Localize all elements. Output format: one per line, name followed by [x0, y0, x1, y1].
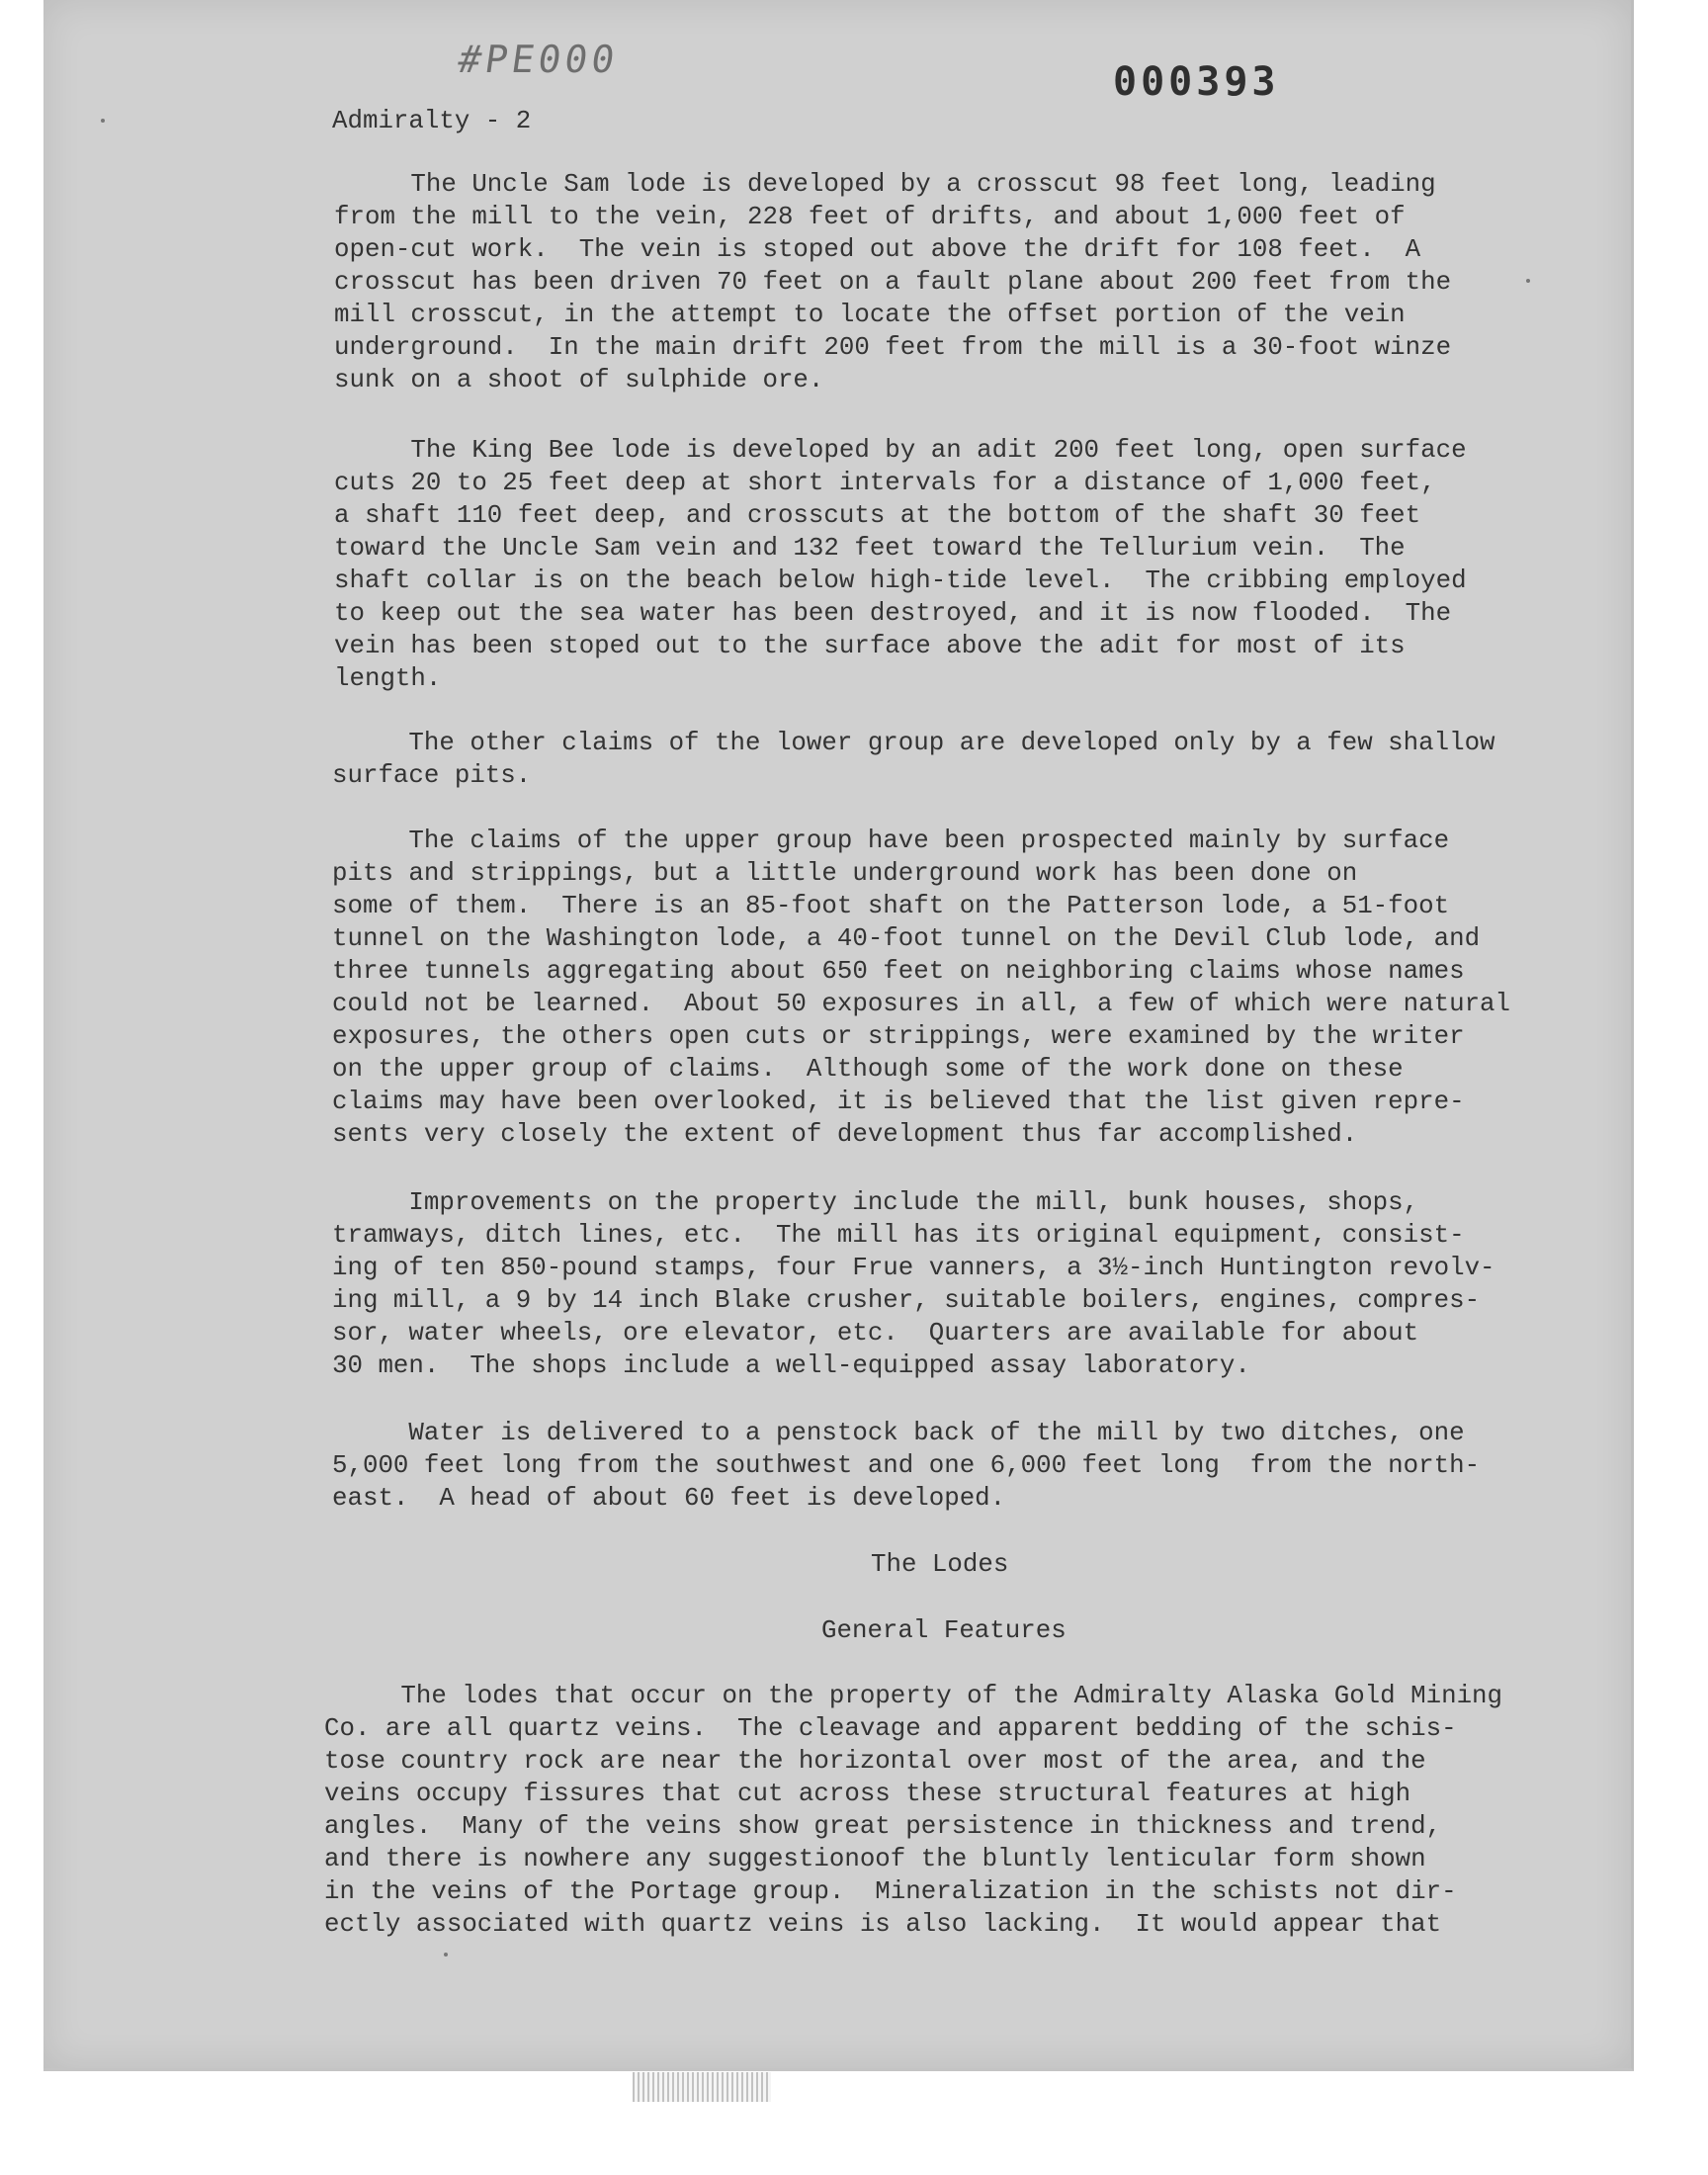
scan-speck [1526, 279, 1530, 283]
paragraph-water-supply: Water is delivered to a penstock back of the mill by two ditches, one 5,000 feet long from the southwest and one 6,000 feet long from the north- east. A head of about 60 feet is developed. [332, 1419, 1481, 1513]
scan-edge-artifact [633, 2072, 771, 2102]
scan-speck [101, 119, 105, 123]
paragraph-upper-group-claims: The claims of the upper group have been prospected mainly by surface pits and strippings, but a little underground work has been done on some of them. There is an 85-foot shaft on the Patterson lode, a 51-foot tunnel on the Washington lode, a 40-foot tunnel on the Devil Club lode, and three tunnels aggregating about 650 feet on neighboring claims whose names could not be learned. About 50 exposures in all, a few of which were natural exposures, the others open cuts or strippings, were examined by the writer on the upper group of claims. Although some of the work done on these claims may have been overlooked, it is believed that the list given repre- sents very closely the extent of development thus far accomplished. [332, 826, 1511, 1149]
paragraph-uncle-sam-lode: The Uncle Sam lode is developed by a crosscut 98 feet long, leading from the mill to the vein, 228 feet of drifts, and about 1,000 feet of open-cut work. The vein is stoped out above the drift for 108 feet. A crosscut has been driven 70 feet on a fault plane about 200 feet from the mill crosscut, in the attempt to locate the offset portion of the vein underground. In the main drift 200 feet from the mill is a 30-foot winze sunk on a shoot of sulphide ore. [334, 170, 1452, 394]
handwritten-page-number: 000393 [1113, 59, 1280, 105]
subsection-heading: General Features [821, 1616, 1067, 1645]
paragraph-king-bee-lode: The King Bee lode is developed by an adit 200 feet long, open surface cuts 20 to 25 feet deep at short intervals for a distance of 1,000 feet, a shaft 110 feet deep, and crosscuts at the bottom of the shaft 30 feet toward the Uncle Sam vein and 132 feet toward the Tellurium vein. The shaft collar is on the beach below high-tide level. The cribbing employed to keep out the sea water has been destroyed, and it is now flooded. The vein has been stoped out to the surface above the adit for most of its length. [334, 436, 1467, 693]
paragraph-general-features: The lodes that occur on the property of the Admiralty Alaska Gold Mining Co. are all quartz veins. The cleavage and apparent bedding of the schis- tose country rock are near the horizontal over most of the area, and the veins occupy fissures that cut across these structural features at high angles. Many of the veins show great persistence in thickness and trend, and there is nowhere any suggestionoof the bluntly lenticular form shown in the veins of the Portage group. Mineralization in the schists not dir- ectly associated with quartz veins is also lacking. It would appear that [324, 1682, 1503, 1939]
paragraph-improvements: Improvements on the property include the mill, bunk houses, shops, tramways, ditch lines, etc. The mill has its original equipment, consist- ing of ten 850-pound stamps, four Frue vanners, a 3½-inch Huntington revolv- ing mill, a 9 by 14 inch Blake crusher, suitable boilers, engines, compres- sor, water wheels, ore elevator, etc. Quarters are available for about 30 men. The shops include a well-equipped assay laboratory. [332, 1188, 1495, 1380]
scan-speck [444, 1953, 448, 1957]
handwritten-file-number: #PE000 [455, 38, 622, 81]
section-heading: The Lodes [871, 1550, 1009, 1579]
paragraph-lower-group-claims: The other claims of the lower group are developed only by a few shallow surface pits. [332, 729, 1495, 790]
document-page [43, 0, 1634, 2071]
page-header: Admiralty - 2 [332, 107, 532, 135]
